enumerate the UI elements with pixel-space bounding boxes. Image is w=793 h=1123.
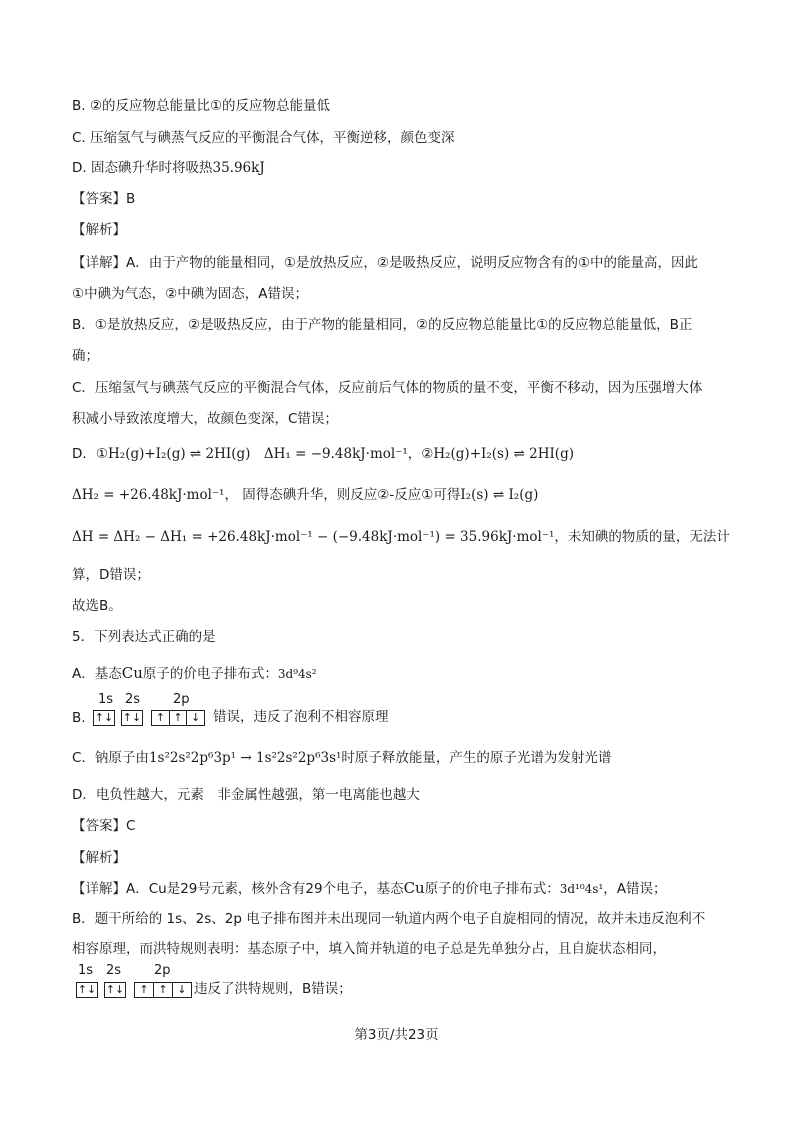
orbital-cell: ↑↓ (122, 711, 142, 724)
detail-1-b: B．①是放热反应，②是吸热反应，由于产物的能量相同，②的反应物总能量比①的反应物总能量低，B正 (72, 317, 693, 333)
detail-1-d-line2 (72, 485, 538, 505)
detail-2-a-formula: 3d¹⁰4s¹ (559, 882, 604, 896)
detail-2-b-suffix: 违反了洪特规则，B错误； (194, 981, 352, 997)
detail-2-a-prefix: 【详解】A．Cu是29号元素，核外含有29个电子，基态 (72, 881, 404, 897)
q5-c-prefix: C．钠原子由 (72, 750, 149, 766)
orbital-box-2s (121, 710, 143, 726)
orbital-label-2s: 2s (125, 692, 141, 707)
equation-2: ②H₂(g)+I₂(s) ⇌ 2HI(g) (421, 446, 574, 462)
detail-2-b: B．题干所给的 1s、2s、2p 电子排布图并未出现同一轨道内两个电子自旋相同的情况，故并未违反泡利不 (72, 911, 706, 927)
option-c: C. 压缩氢气与碘蒸气反应的平衡混合气体，平衡逆移，颜色变深 (72, 130, 455, 146)
detail-1-d-tail: ，未知碘的物质的量，无法计 (554, 529, 730, 545)
detail-2-b-cont: 相容原理，而洪特规则表明：基态原子中，填入简并轨道的电子总是先单独分占，且自旋状态相同， (72, 941, 666, 957)
orbital-labels-2 (76, 963, 206, 979)
equation-5: ΔH = ΔH₂ − ΔH₁ = +26.48kJ·mol⁻¹ − (−9.48kJ·mol⁻¹) = 35.96kJ·mol⁻¹ (72, 529, 555, 545)
q5-c-formula: 1s²2s²2p⁶3p¹ → 1s²2s²2p⁶3s¹ (148, 750, 342, 766)
detail-1-d-mid: ， 固得态碘升华，则反应②-反应①可得 (224, 487, 461, 503)
answer-label-1: 【答案】B (72, 191, 136, 207)
separator: ， (407, 446, 422, 462)
orbital-label-1s: 1s (78, 963, 94, 978)
option-d-text: D. 固态碘升华时将吸热 (72, 160, 213, 176)
orbital-labels-1 (93, 692, 213, 708)
orbital-cell: ↑ (135, 983, 154, 997)
question-5-option-a (72, 663, 317, 684)
orbital-label-2p: 2p (154, 963, 171, 978)
detail-1-d-line1 (72, 444, 574, 464)
orbital-cell: ↑↓ (105, 983, 125, 996)
orbital-diagram-1 (93, 710, 213, 728)
orbital-box-1s (93, 710, 115, 726)
detail-1-c-cont: 积减小导致浓度增大，故颜色变深，C错误； (72, 411, 338, 427)
equation-1: ①H₂(g)+I₂(g) ⇌ 2HI(g) ΔH₁ = −9.48kJ·mol⁻¹ (95, 446, 408, 462)
question-5: 5．下列表达式正确的是 (72, 629, 216, 645)
q5-b-prefix: B. (72, 710, 86, 726)
orbital-cell: ↑ (152, 711, 170, 725)
equation-4: I₂(s) ⇌ I₂(g) (460, 487, 539, 503)
detail-2-a-cu: Cu (403, 879, 425, 897)
orbital-cell: ↑↓ (94, 711, 114, 724)
detail-2-a-suffix: ，A错误； (603, 881, 667, 897)
detail-1-c: C．压缩氢气与碘蒸气反应的平衡混合气体，反应前后气体的物质的量不变，平衡不移动，因为压强增大体 (72, 380, 703, 396)
answer-label-2: 【答案】C (72, 818, 136, 834)
detail-1-d-label: D． (72, 446, 96, 462)
q5-a-formula: 3d⁹4s² (277, 667, 317, 681)
question-5-option-d: D．电负性越大，元素 非金属性越强，第一电离能也越大 (72, 787, 420, 803)
option-d-value: 35.96kJ (212, 160, 265, 176)
orbital-cell: ↑ (154, 983, 173, 997)
q5-a-cu: Cu (121, 664, 143, 682)
analysis-label-1: 【解析】 (72, 222, 126, 238)
orbital-box-2s (104, 982, 126, 998)
detail-1-d-line3 (72, 527, 730, 547)
orbital-cell: ↓ (191, 711, 201, 724)
q5-c-suffix: 时原子释放能量，产生的原子光谱为发射光谱 (341, 750, 612, 766)
orbital-cell: ↑ (170, 711, 188, 725)
detail-1-a-cont: ①中碘为气态，②中碘为固态，A错误； (72, 286, 308, 302)
orbital-box-1s (76, 982, 98, 998)
detail-1-a: 【详解】A．由于产物的能量相同，①是放热反应，②是吸热反应，说明反应物含有的①中的能量高，因此 (72, 255, 699, 271)
equation-3: ΔH₂ = +26.48kJ·mol⁻¹ (72, 487, 225, 503)
page-footer: 第3页/共23页 (354, 1027, 439, 1043)
orbital-box-2p (151, 710, 205, 726)
option-d (72, 158, 265, 178)
q5-a-prefix: A．基态 (72, 666, 122, 682)
orbital-label-2s: 2s (106, 963, 122, 978)
detail-1-d-end: 算，D错误； (72, 567, 150, 583)
detail-2-a (72, 878, 667, 899)
analysis-label-2: 【解析】 (72, 850, 126, 866)
orbital-label-1s: 1s (98, 692, 114, 707)
orbital-cell: ↓ (177, 983, 187, 996)
choose-line: 故选B。 (72, 598, 122, 614)
option-b: B. ②的反应物总能量比①的反应物总能量低 (72, 98, 331, 114)
orbital-label-2p: 2p (173, 692, 190, 707)
orbital-cell: ↑↓ (77, 983, 97, 996)
orbital-box-2p (134, 982, 192, 998)
detail-2-a-mid: 原子的价电子排布式： (424, 881, 560, 897)
question-5-option-c (72, 748, 611, 768)
detail-1-b-cont: 确； (72, 348, 99, 364)
q5-a-mid: 原子的价电子排布式： (142, 666, 278, 682)
q5-b-suffix: 错误，违反了泡利不相容原理 (213, 709, 389, 725)
orbital-diagram-2 (76, 982, 206, 1000)
